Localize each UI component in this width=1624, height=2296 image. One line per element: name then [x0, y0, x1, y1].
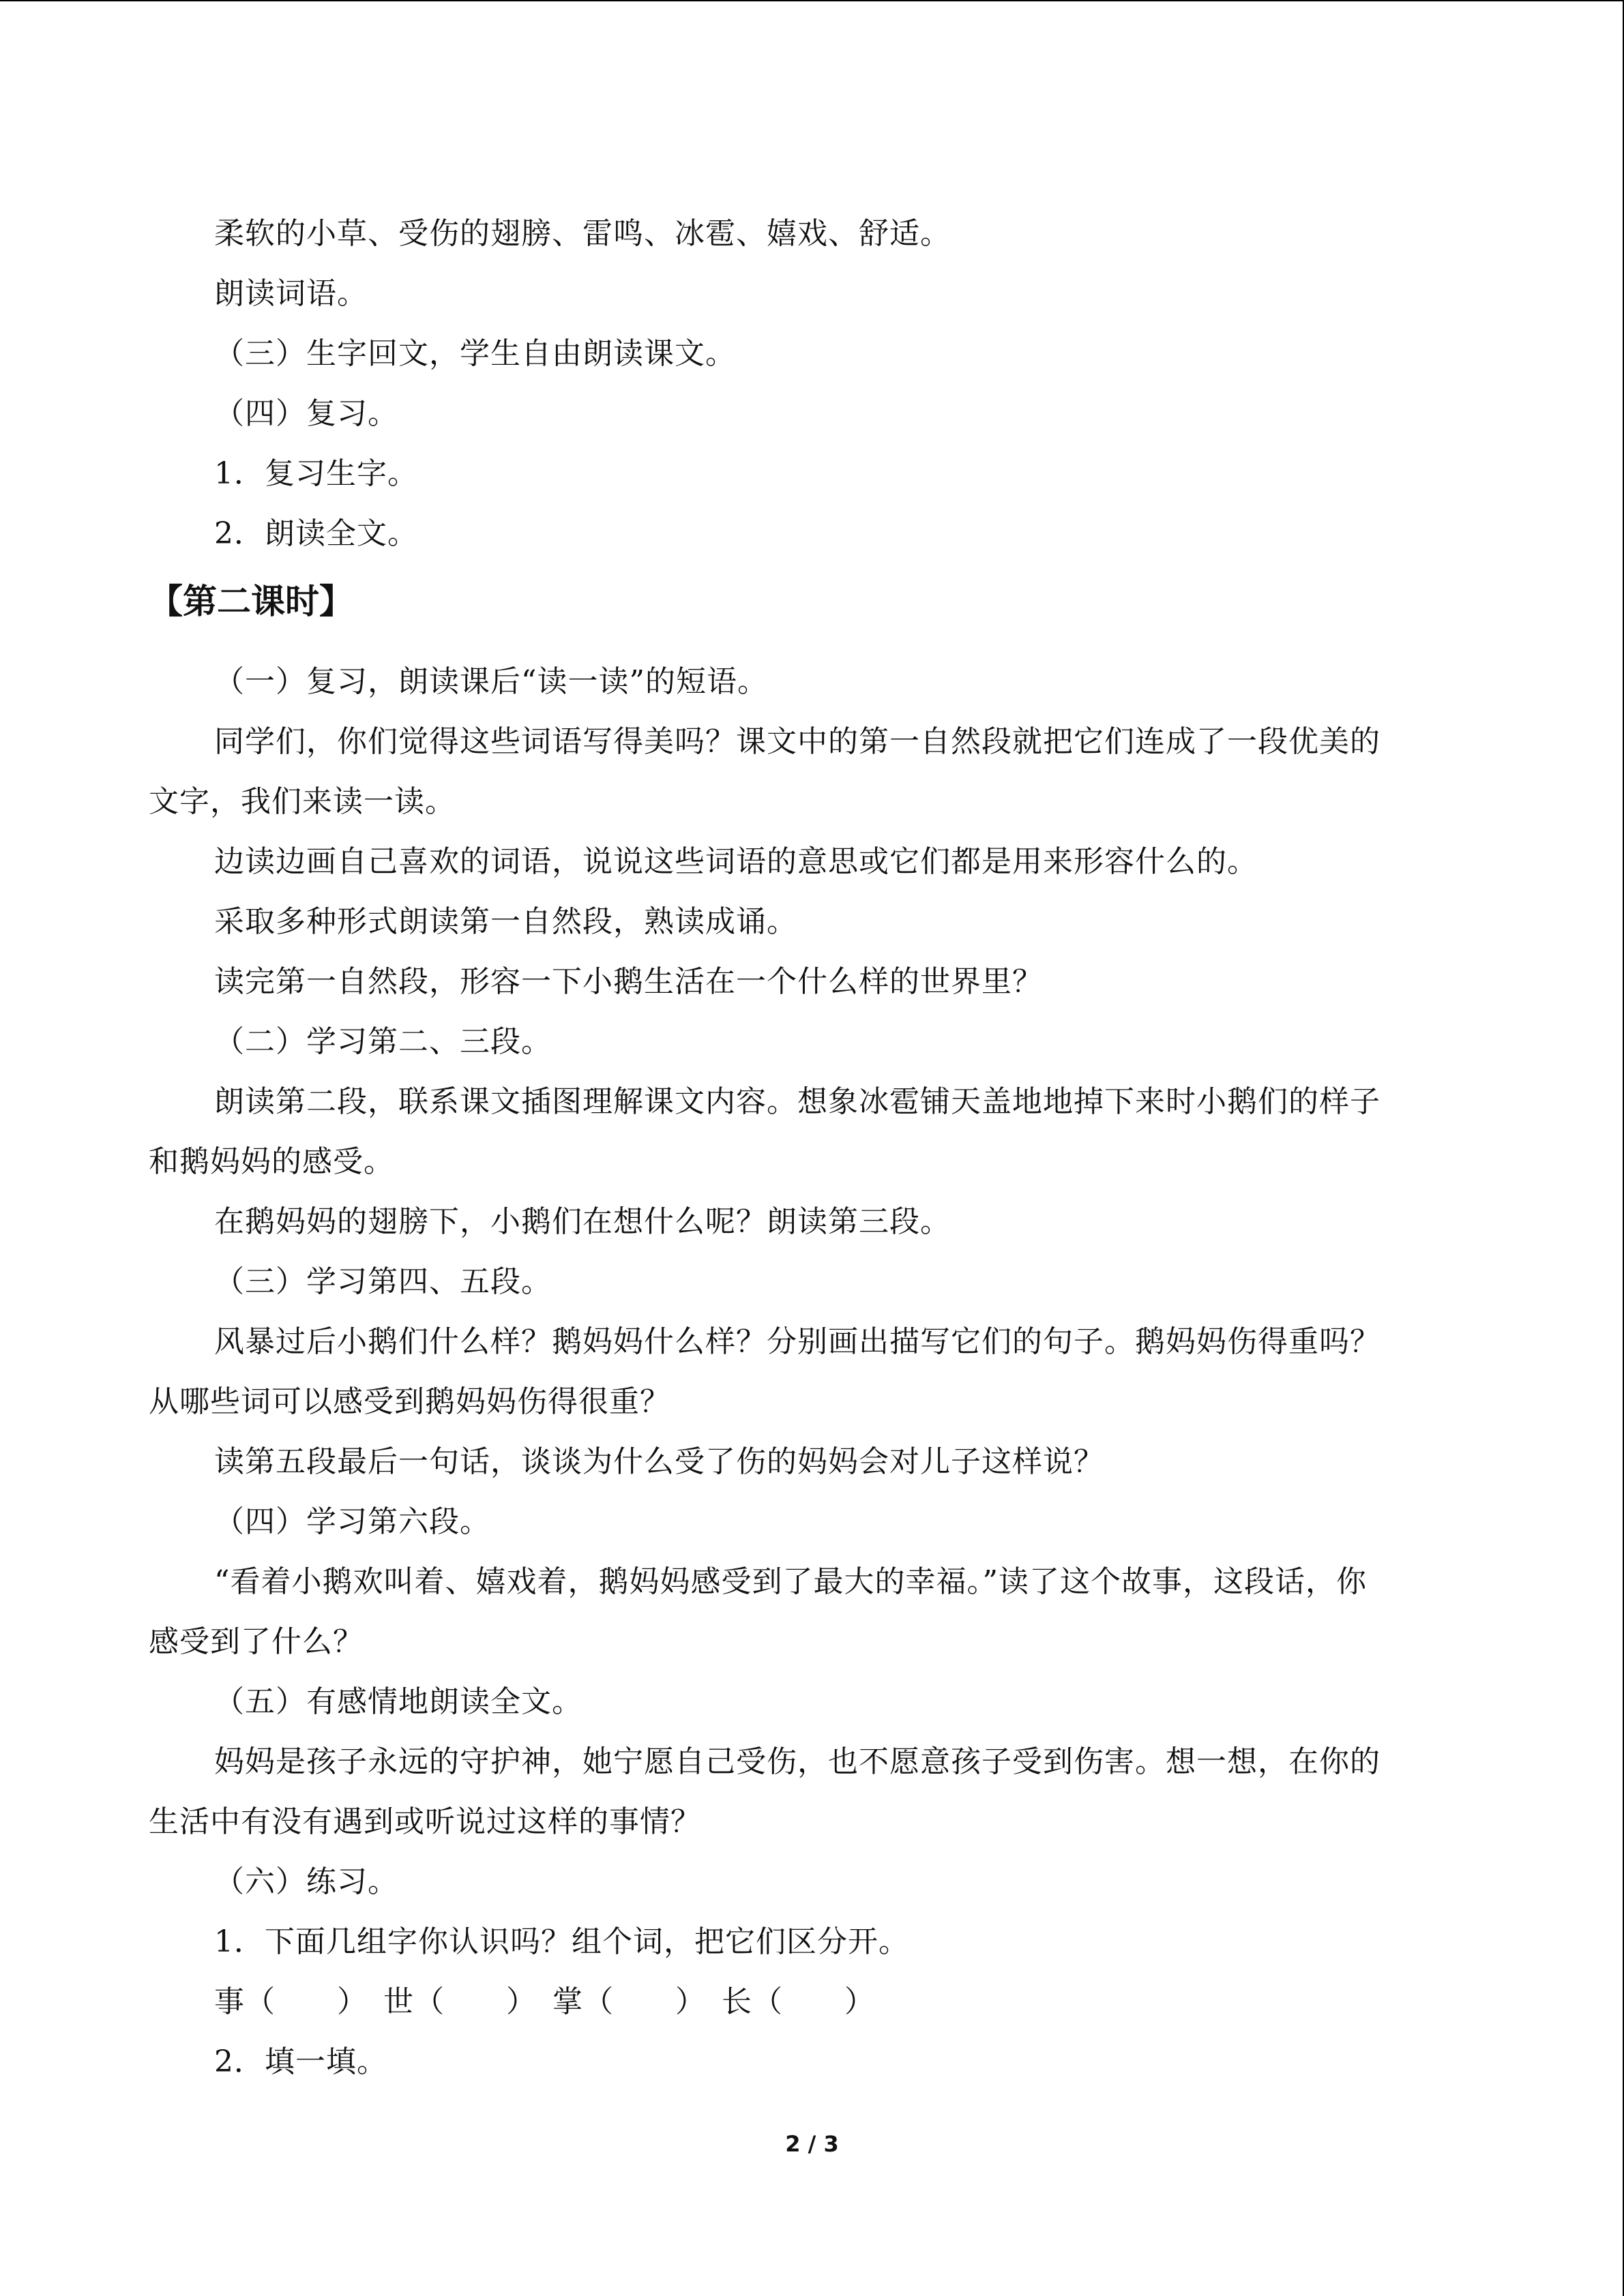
text-line: 事（ ） 世（ ） 掌（ ） 长（ ） — [214, 1984, 875, 2019]
text-line: 从哪些词可以感受到鹅妈妈伤得很重？ — [149, 1384, 670, 1419]
text-line: 生活中有没有遇到或听说过这样的事情？ — [149, 1804, 701, 1839]
page-number: 2 / 3 — [785, 2131, 839, 2157]
text-line: 1．下面几组字你认识吗？组个词，把它们区分开。 — [214, 1924, 909, 1959]
text-line: 柔软的小草、受伤的翅膀、雷鸣、冰雹、嬉戏、舒适。 — [214, 216, 951, 251]
text-line: 同学们，你们觉得这些词语写得美吗？课文中的第一自然段就把它们连成了一段优美的 — [214, 724, 1381, 759]
text-line: （四）复习。 — [214, 396, 398, 431]
text-line: 读第五段最后一句话，谈谈为什么受了伤的妈妈会对儿子这样说？ — [214, 1444, 1104, 1479]
text-line: 2．朗读全文。 — [214, 516, 418, 551]
text-line: 在鹅妈妈的翅膀下，小鹅们在想什么呢？朗读第三段。 — [214, 1204, 951, 1239]
text-line: （六）练习。 — [214, 1864, 398, 1899]
text-line: （三）生字回文，学生自由朗读课文。 — [214, 336, 736, 371]
text-line: 采取多种形式朗读第一自然段，熟读成诵。 — [214, 904, 797, 939]
text-line: 风暴过后小鹅们什么样？鹅妈妈什么样？分别画出描写它们的句子。鹅妈妈伤得重吗？ — [214, 1324, 1381, 1359]
text-line: （四）学习第六段。 — [214, 1504, 490, 1539]
text-line: 2．填一填。 — [214, 2044, 387, 2079]
text-line: （二）学习第二、三段。 — [214, 1024, 552, 1059]
text-line: （五）有感情地朗读全文。 — [214, 1684, 582, 1719]
text-line: 读完第一自然段，形容一下小鹅生活在一个什么样的世界里？ — [214, 964, 1043, 999]
text-line: 感受到了什么？ — [149, 1624, 364, 1659]
text-line: 1．复习生字。 — [214, 456, 418, 491]
text-line: （一）复习，朗读课后“读一读”的短语。 — [214, 664, 768, 699]
text-line: 文字，我们来读一读。 — [149, 784, 456, 819]
text-line: 和鹅妈妈的感受。 — [149, 1144, 394, 1179]
section-heading: 【第二课时】 — [149, 582, 353, 621]
text-line: 朗读词语。 — [214, 276, 368, 311]
text-line: “看着小鹅欢叫着、嬉戏着，鹅妈妈感受到了最大的幸福。”读了这个故事，这段话，你 — [214, 1564, 1367, 1599]
text-line: 边读边画自己喜欢的词语，说说这些词语的意思或它们都是用来形容什么的。 — [214, 844, 1258, 879]
text-line: 妈妈是孩子永远的守护神，她宁愿自己受伤，也不愿意孩子受到伤害。想一想，在你的 — [214, 1744, 1381, 1779]
text-line: （三）学习第四、五段。 — [214, 1264, 552, 1299]
text-line: 朗读第二段，联系课文插图理解课文内容。想象冰雹铺天盖地地掉下来时小鹅们的样子 — [214, 1084, 1381, 1119]
